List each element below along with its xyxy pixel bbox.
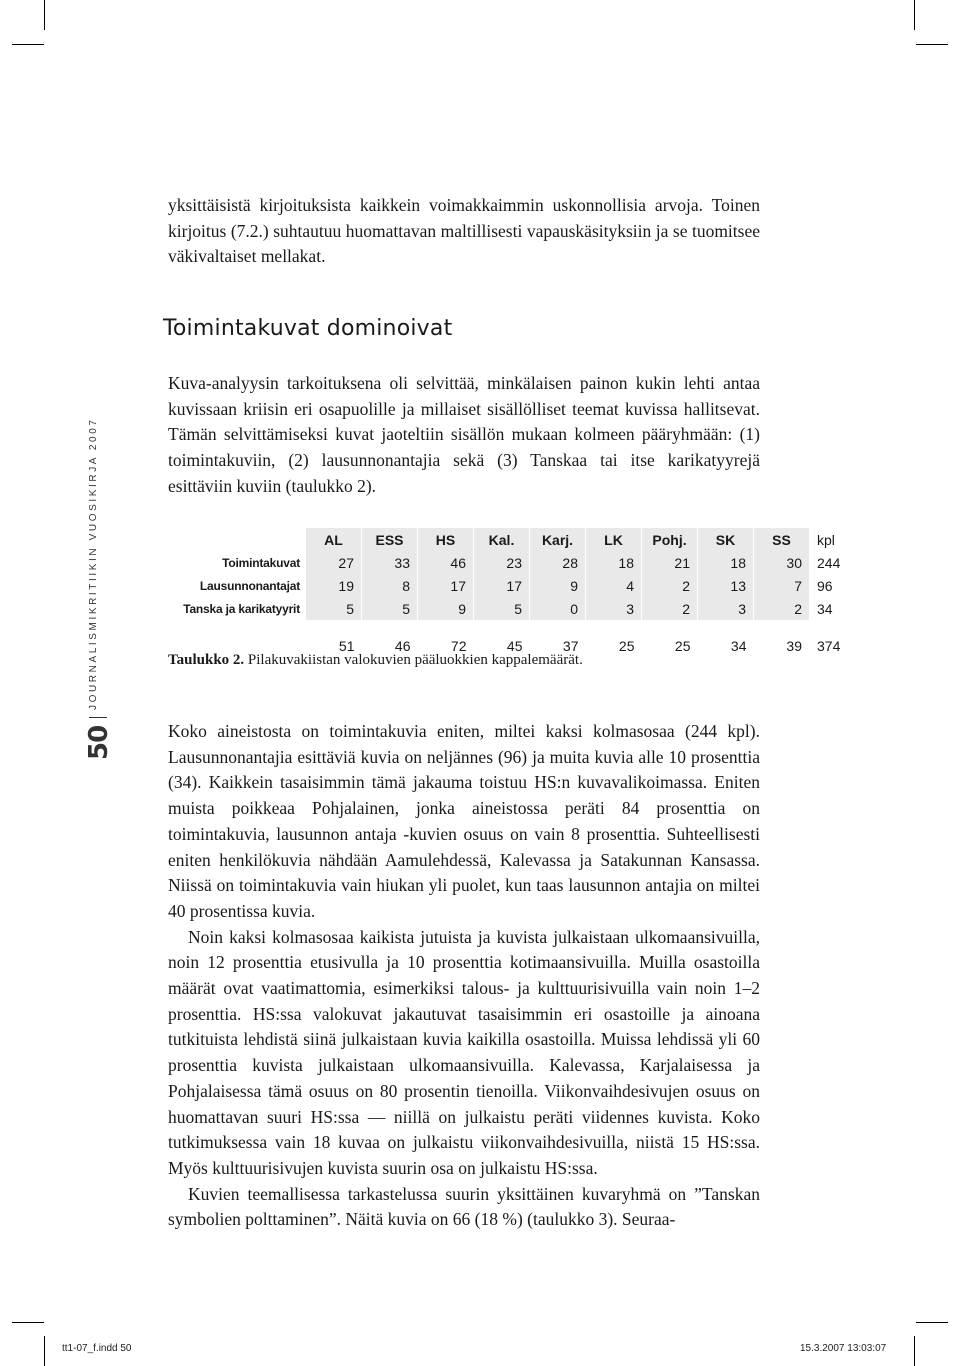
table-cell: 17 [418, 574, 474, 597]
table-cell: 7 [754, 574, 810, 597]
sum-cell: 51 [338, 637, 355, 654]
crop-mark [44, 0, 45, 30]
paragraph-text: Kuvien teemallisessa tarkastelussa suurin yksittäinen kuvaryhmä on ”Tanskan symbolien polttaminen”. Näitä kuvia on 66 (18 %) (taulukko 3). Seuraa- [168, 1183, 760, 1230]
body-text [168, 719, 760, 1233]
table-cell: 8 [362, 574, 418, 597]
table-spacer [160, 620, 857, 634]
table-cell: 2 [642, 597, 698, 620]
sum-cell: 46 [394, 637, 411, 654]
table-cell: 17 [474, 574, 530, 597]
sum-cell: 25 [674, 637, 691, 654]
crop-mark [916, 1322, 948, 1323]
column-header: Pohj. [642, 528, 698, 551]
column-header: AL [306, 528, 362, 551]
table-cell: 5 [474, 597, 530, 620]
unit-header: kpl [817, 531, 835, 548]
table-corner [160, 528, 306, 551]
table-caption [168, 652, 583, 669]
caption-label: Taulukko 2. [168, 652, 245, 668]
row-label: Lausunnonantajat [199, 578, 300, 593]
column-header: SK [698, 528, 754, 551]
table-cell: 9 [418, 597, 474, 620]
table-cell: 19 [306, 574, 362, 597]
column-header: ESS [362, 528, 418, 551]
sum-cell: 37 [562, 637, 579, 654]
row-total: 244 [817, 554, 841, 571]
table-cell: 18 [698, 551, 754, 574]
table-cell: 21 [642, 551, 698, 574]
row-label: Tanska ja karikatyyrit [183, 601, 300, 616]
crop-mark [44, 1336, 45, 1366]
column-header: Karj. [530, 528, 586, 551]
print-slug-date: 15.3.2007 13:03:07 [800, 1343, 887, 1354]
journal-title: JOURNALISMIKRITIIKIN VUOSIKIRJA 2007 [88, 417, 99, 710]
table-header-row [160, 528, 857, 551]
data-table [160, 528, 857, 657]
sum-cell: 45 [506, 637, 523, 654]
table-cell: 2 [754, 597, 810, 620]
table-cell: 3 [698, 597, 754, 620]
caption-text: Pilakuvakiistan valokuvien pääluokkien kappalemäärät. [244, 652, 583, 668]
table-cell: 9 [530, 574, 586, 597]
table-cell: 2 [642, 574, 698, 597]
sum-cell: 25 [618, 637, 635, 654]
crop-mark [914, 1336, 915, 1366]
side-label [80, 417, 120, 760]
row-total: 96 [817, 577, 833, 594]
crop-mark [12, 44, 44, 45]
table-cell: 0 [530, 597, 586, 620]
top-paragraph [168, 193, 760, 270]
paragraph-text: yksittäisistä kirjoituksista kaikkein voimakkaimmin uskonnollisia arvoja. Toinen kirjoitus (7.2.) suhtautuu huomattavan maltillisesti vapauskäsityksiin ja se tuomitsee väkivaltaiset mellakat. [168, 195, 760, 267]
print-slug-file: tt1-07_f.indd 50 [62, 1343, 132, 1354]
table-cell: 30 [754, 551, 810, 574]
crop-mark [916, 44, 948, 45]
table-cell: 18 [586, 551, 642, 574]
table-row [160, 574, 857, 597]
sum-cell: 34 [730, 637, 747, 654]
table-row [160, 597, 857, 620]
grand-total: 374 [817, 637, 841, 654]
intro-paragraph [168, 371, 760, 500]
table-cell: 23 [474, 551, 530, 574]
table-cell: 28 [530, 551, 586, 574]
row-label: Toimintakuvat [222, 555, 300, 570]
row-total: 34 [817, 600, 833, 617]
table-cell: 5 [306, 597, 362, 620]
page-number-text: 50 [84, 725, 114, 760]
paragraph-text: Kuva-analyysin tarkoituksena oli selvittää, minkälaisen painon kukin lehti antaa kuvissaan kriisin eri osapuolille ja millaiset sisällölliset teemat kuvissa hallitsevat. Tämän selvittämiseksi kuvat jaoteltiin sisällön mukaan kolmeen pääryhmään: (1) toimintakuviin, (2) lausunnonantajia sekä (3) Tanskaa tai itse karikatyyrejä esittäviin kuviin (taulukko 2). [168, 373, 760, 496]
column-header: Kal. [474, 528, 530, 551]
paragraph-text: Koko aineistosta on toimintakuvia eniten, miltei kaksi kolmasosaa (244 kpl). Lausunnonantajia esittäviä kuvia on neljännes (96) ja muita kuvia alle 10 prosenttia (34). Kaikkein tasaisimmin tämä jakauma toistuu HS:n kuvavalikoimassa. Eniten muista poikkeaa Pohjalainen, jonka aineistossa peräti 84 prosenttia on toimintakuvia, lausunnon antaja -kuvien osuus on vain 8 prosenttia. Suhteellisesti eniten henkilökuvia nähdään Aamulehdessä, Kalevassa ja Satakunnan Kansassa. Niissä on toimintakuvia vain hiukan yli puolet, kun taas lausunnon antajia on miltei 40 prosentissa kuvia. [168, 721, 760, 921]
side-divider [89, 717, 107, 718]
table-row [160, 551, 857, 574]
crop-mark [914, 0, 915, 30]
table-cell: 13 [698, 574, 754, 597]
table-cell: 27 [306, 551, 362, 574]
sum-cell: 72 [450, 637, 467, 654]
table-cell: 5 [362, 597, 418, 620]
crop-mark [12, 1322, 44, 1323]
table-cell: 46 [418, 551, 474, 574]
table-cell: 4 [586, 574, 642, 597]
column-header: HS [418, 528, 474, 551]
column-header: SS [754, 528, 810, 551]
sum-cell: 39 [786, 637, 802, 654]
table-cell: 3 [586, 597, 642, 620]
column-header: LK [586, 528, 642, 551]
paragraph-text: Noin kaksi kolmasosaa kaikista jutuista ja kuvista julkaistaan ulkomaansivuilla, noin 12 prosenttia etusivulla ja 10 prosenttia kotimaansivuilla. Muilla osastoilla määrät ovat vaatimattomia, esimerkiksi talous- ja kulttuurisivuilla vain noin 1–2 prosenttia. HS:ssa valokuvat jakautuvat tasaisimmin eri osastoille ja ainoana tutkituista lehdistä siinä julkaistaan kuvia kaikilla osastoilla. Muissa lehdissä yli 60 prosenttia kuvista julkaistaan ulkomaansivuilla. Kalevassa, Karjalaisessa ja Pohjalaisessa tämä osuus on 80 prosentin tienoilla. Viikonvaihdesivujen osuus on huomattavan suuri HS:ssa — niillä on julkaistu peräti viidennes kuvista. Koko tutkimuksessa vain 18 kuvaa on julkaistu viikonvaihdesivuilla, niistä 15 HS:ssa. Myös kulttuurisivujen kuvista suurin osa on julkaistu HS:ssa. [168, 926, 760, 1178]
table-cell: 33 [362, 551, 418, 574]
page-number [82, 725, 116, 768]
section-heading: Toimintakuvat dominoivat [163, 316, 453, 341]
